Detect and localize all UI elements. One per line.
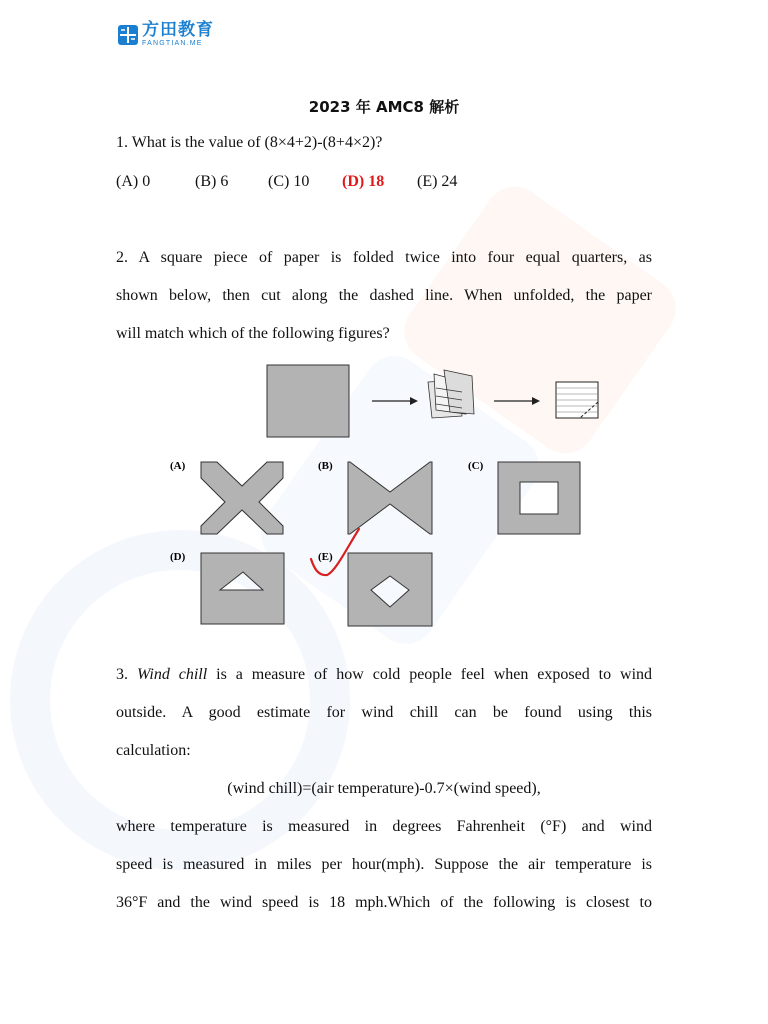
q3-number: 3. bbox=[116, 666, 137, 683]
arrow-icon-2 bbox=[494, 397, 540, 405]
q2-line-3: will match which of the following figures? bbox=[116, 325, 390, 342]
brand-logo bbox=[117, 22, 214, 47]
option-b-shape bbox=[348, 462, 432, 534]
q3-line-1 bbox=[116, 666, 652, 684]
q3-line-5: speed is measured in miles per hour(mph). Suppose the air temperature is bbox=[116, 856, 652, 873]
q1-option-e: (E) 24 bbox=[417, 173, 458, 190]
q3-line-4: where temperature is measured in degrees Fahrenheit (°F) and wind bbox=[116, 818, 652, 835]
q3-line-6: 36°F and the wind speed is 18 mph.Which of the following is closest to bbox=[116, 894, 652, 911]
arrow-icon-1 bbox=[372, 397, 418, 405]
q3-line-1-rest: is a measure of how cold people feel when exposed to wind bbox=[207, 666, 653, 683]
q3-line-3: calculation: bbox=[116, 742, 191, 759]
fig-label-a: (A) bbox=[170, 460, 186, 472]
fig-label-c: (C) bbox=[468, 460, 484, 472]
q1-text: 1. What is the value of (8×4+2)-(8+4×2)? bbox=[116, 134, 383, 151]
logo-icon bbox=[117, 24, 139, 46]
q1-option-b: (B) 6 bbox=[195, 173, 229, 190]
folded-paper-icon bbox=[428, 370, 474, 418]
logo-english-text: FANGTIAN.ME bbox=[142, 40, 203, 47]
q3-formula: (wind chill)=(air temperature)-0.7×(wind speed), bbox=[227, 780, 541, 797]
fig-label-b: (B) bbox=[318, 460, 333, 472]
q1-option-c: (C) 10 bbox=[268, 173, 310, 190]
logo-chinese-text: 方田教育 bbox=[142, 20, 214, 40]
option-c-shape bbox=[498, 462, 580, 534]
paper-square bbox=[267, 365, 349, 437]
fig-label-e: (E) bbox=[318, 551, 333, 563]
fig-label-d: (D) bbox=[170, 551, 186, 563]
option-e-shape bbox=[348, 553, 432, 626]
folded-square-dashed-cut bbox=[556, 382, 598, 418]
q3-line-2: outside. A good estimate for wind chill can be found using this bbox=[116, 704, 652, 721]
q2-figure bbox=[160, 352, 610, 632]
q2-line-2: shown below, then cut along the dashed line. When unfolded, the paper bbox=[116, 287, 652, 304]
q1-option-a: (A) 0 bbox=[116, 173, 151, 190]
page-title: 2023 年 AMC8 解析 bbox=[308, 98, 460, 116]
q2-line-1: 2. A square piece of paper is folded twice into four equal quarters, as bbox=[116, 249, 652, 266]
option-d-shape bbox=[201, 553, 284, 624]
q1-option-d-answer: (D) 18 bbox=[342, 173, 385, 190]
q3-term-wind-chill: Wind chill bbox=[136, 666, 208, 683]
option-a-shape bbox=[201, 462, 283, 534]
